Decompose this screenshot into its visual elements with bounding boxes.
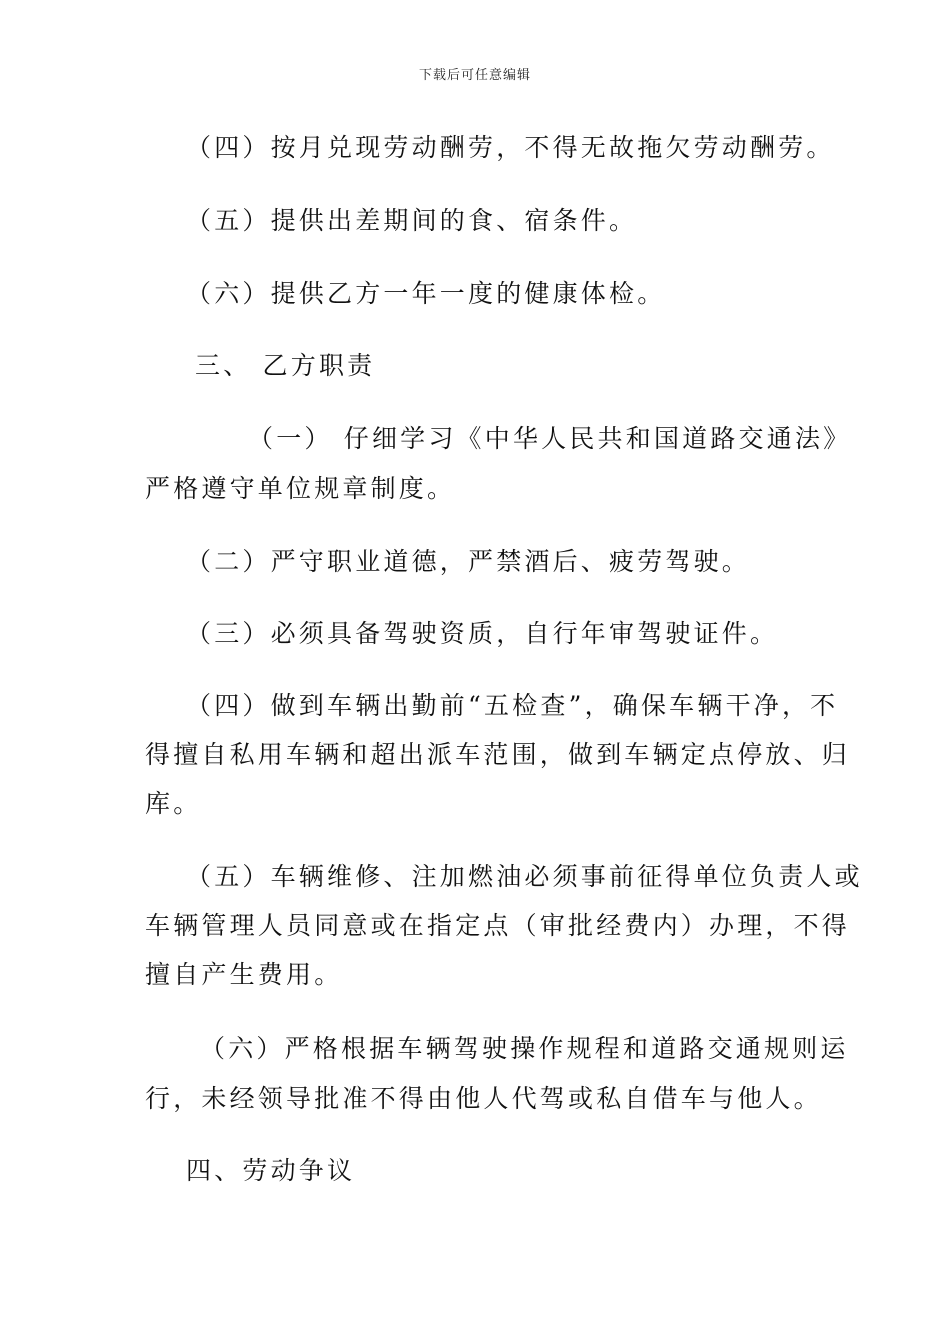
duty-5-line-3: 擅自产生费用。 <box>145 960 343 989</box>
clause-5-travel-provisions: （五）提供出差期间的食、宿条件。 <box>186 206 638 235</box>
duty-3: （三）必须具备驾驶资质，自行年审驾驶证件。 <box>186 619 779 648</box>
duty-5-line-2: 车辆管理人员同意或在指定点（审批经费内）办理，不得 <box>145 911 851 940</box>
duty-6-line-2: 行，未经领导批准不得由他人代驾或私自借车与他人。 <box>145 1084 822 1113</box>
duty-6-line-1: （六）严格根据车辆驾驶操作规程和道路交通规则运 <box>200 1034 849 1063</box>
duty-4-line-2: 得擅自私用车辆和超出派车范围，做到车辆定点停放、归 <box>145 740 851 769</box>
duty-2: （二）严守职业道德，严禁酒后、疲劳驾驶。 <box>186 547 751 576</box>
section-3-heading: 三、 乙方职责 <box>195 351 376 380</box>
section-4-heading: 四、劳动争议 <box>186 1156 356 1185</box>
duty-4-line-1: （四）做到车辆出勤前“五检查”，确保车辆干净，不 <box>186 691 839 720</box>
clause-6-health-checkup: （六）提供乙方一年一度的健康体检。 <box>186 279 666 308</box>
duty-1-line-1: （一） 仔细学习《中华人民共和国道路交通法》 <box>248 424 852 453</box>
page-header-note: 下载后可任意编辑 <box>418 68 531 83</box>
clause-4-pay-on-time: （四）按月兑现劳动酬劳，不得无故拖欠劳动酬劳。 <box>186 133 835 162</box>
duty-5-line-1: （五）车辆维修、注加燃油必须事前征得单位负责人或 <box>186 862 863 891</box>
duty-4-line-3: 库。 <box>145 789 202 818</box>
duty-1-line-2: 严格遵守单位规章制度。 <box>145 474 456 503</box>
